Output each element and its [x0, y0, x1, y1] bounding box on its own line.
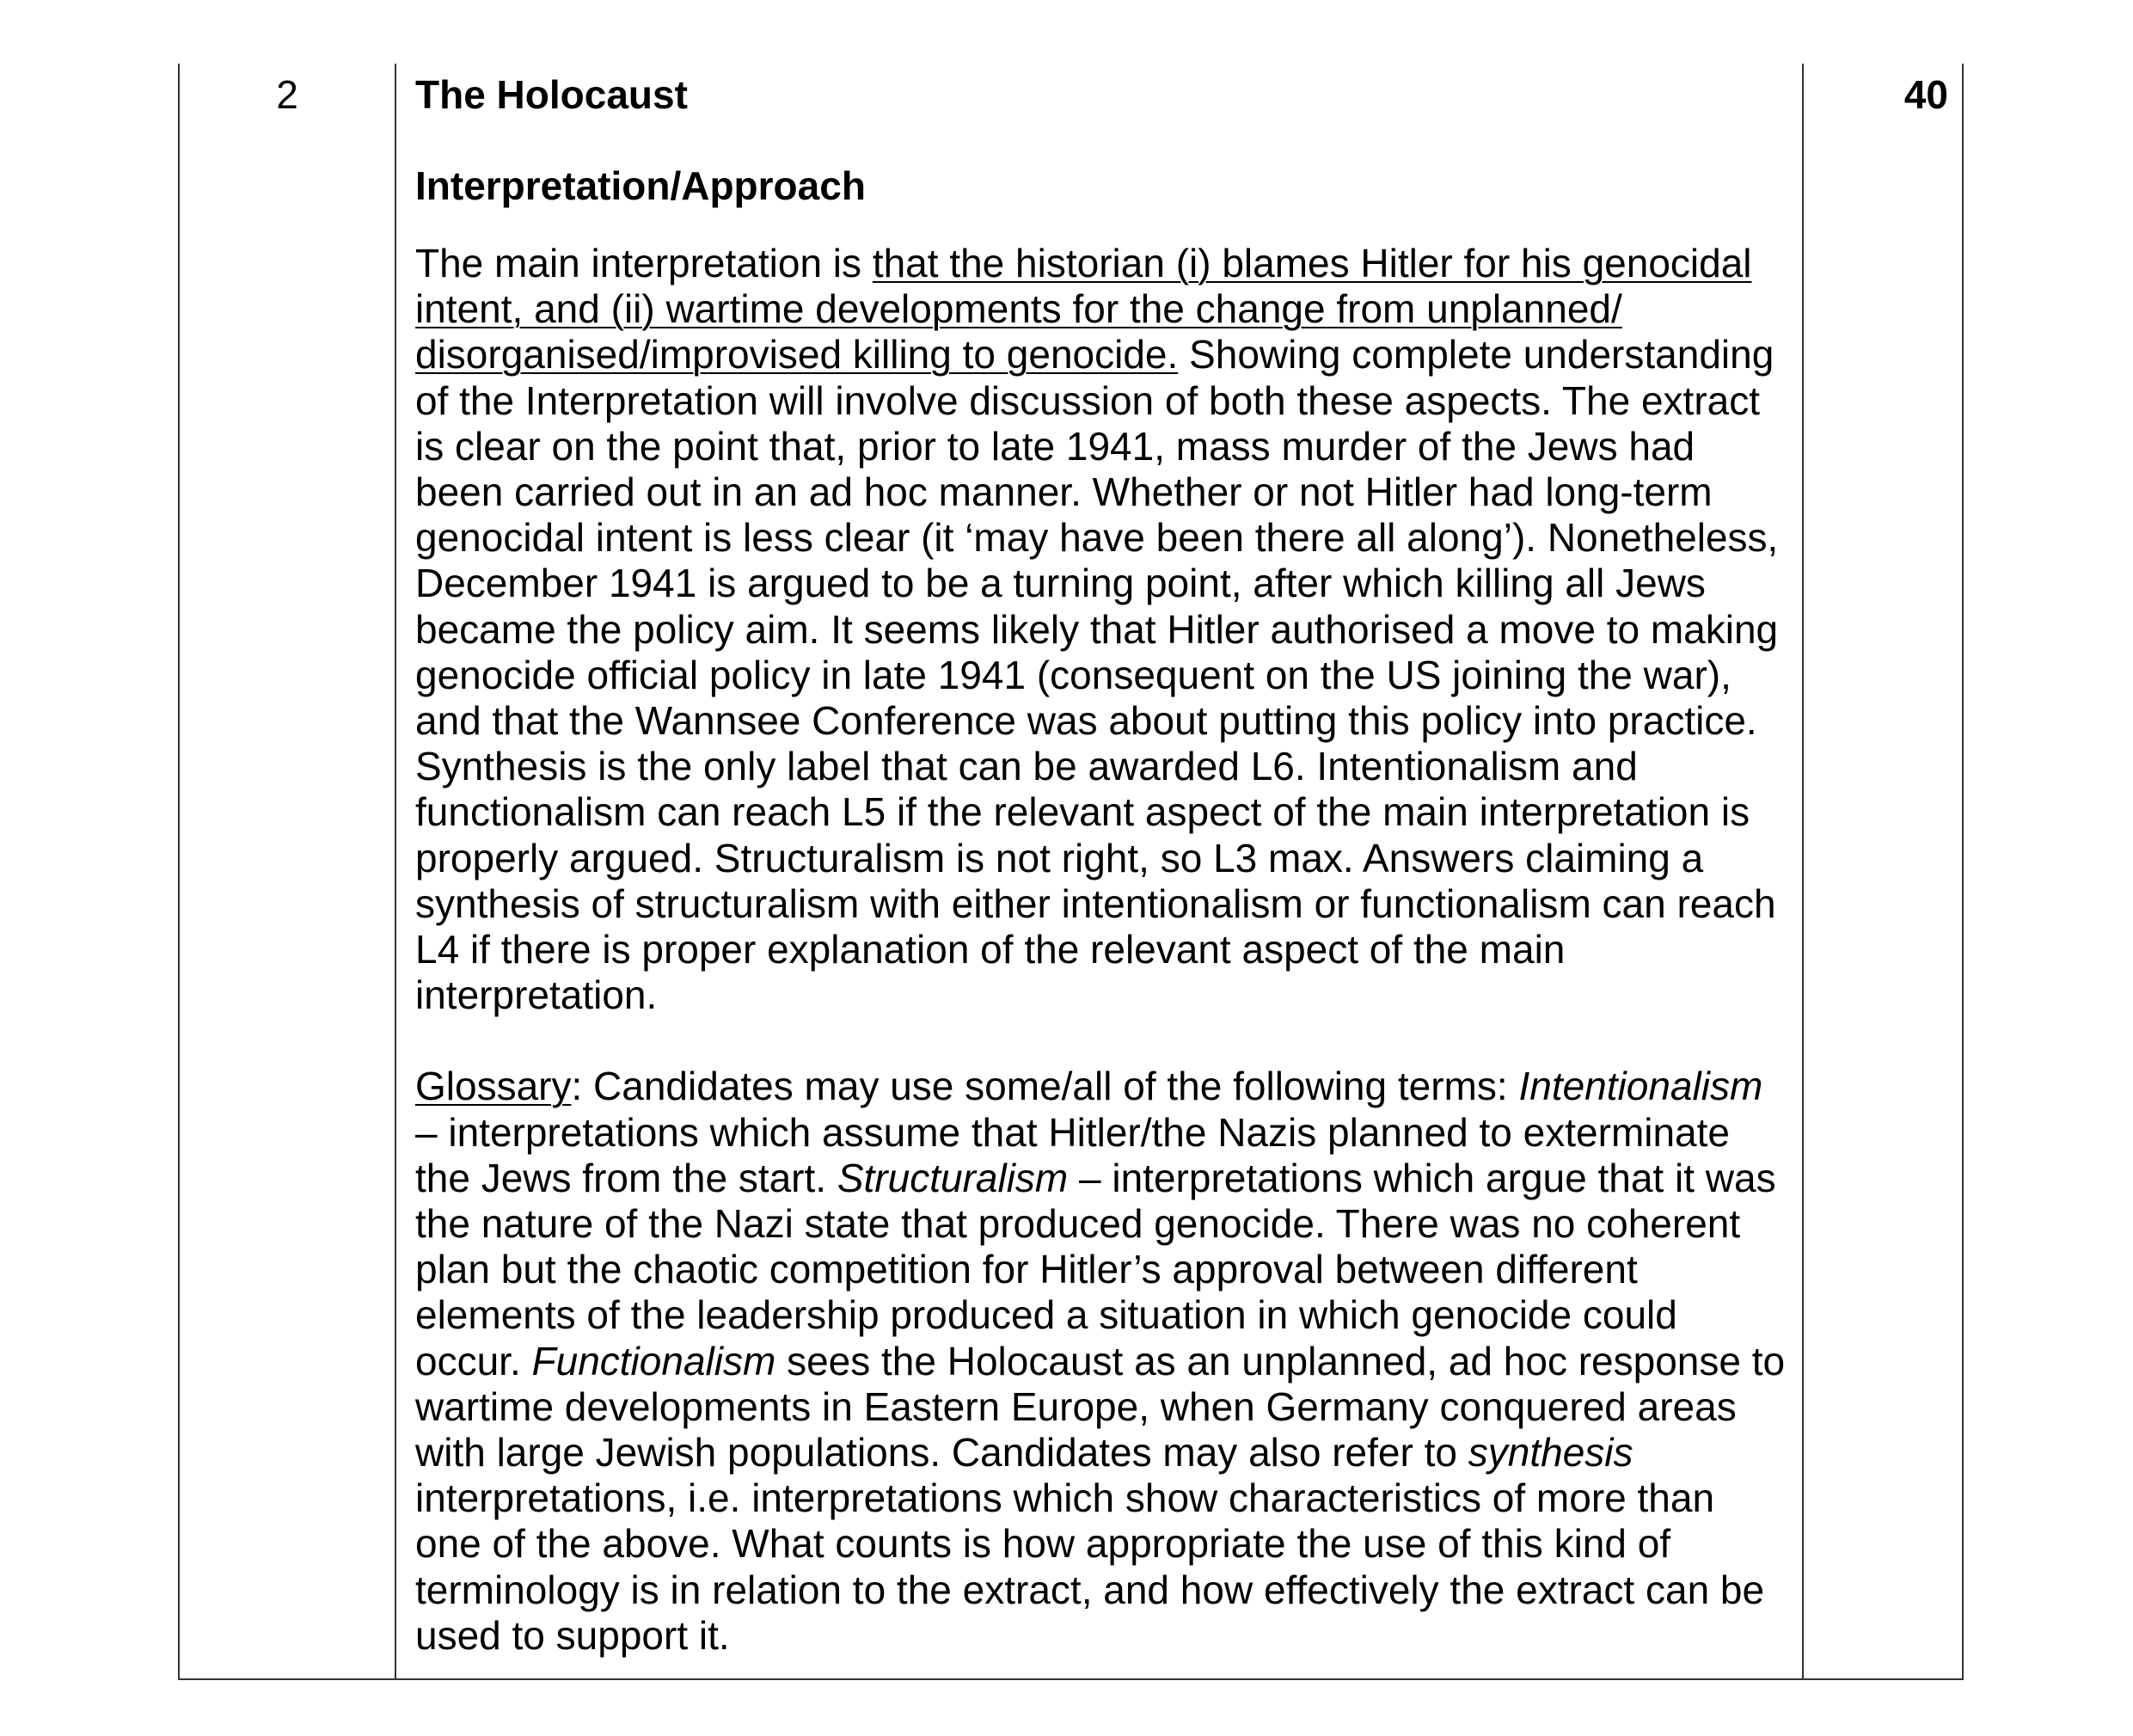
glossary-paragraph: [415, 1064, 1791, 1659]
interpretation-key-claim: that the historian (i) blames Hitler for his genocidal intent, and (ii) wartime developments for the change from unplanned/ disorganised/improvised killing to genocide.: [415, 241, 1752, 377]
def-intentionalism: – interpretations which assume that Hitler/the Nazis planned to exterminate the Jews from the start.: [415, 1109, 1731, 1200]
interpretation-body: Showing complete understanding of the Interpretation will involve discussion of both these aspects. The extract is clear on the point that, prior to late 1941, mass murder of the Jews had been carried out in an ad hoc manner. Whether or not Hitler had long-term genocidal intent is less clear (it ‘may have been there all along’). Nonetheless, December 1941 is argued to be a turning point, after which killing all Jews became the policy aim. It seems likely that Hitler authorised a move to making genocide official policy in late 1941 (consequent on the US joining the war), and that the Wannsee Conference was about putting this policy into practice. Synthesis is the only label that can be awarded L6. Intentionalism and functionalism can reach L5 if the relevant aspect of the main interpretation is properly argued. Structuralism is not right, so L3 max. Answers claiming a synthesis of structuralism with either intentionalism or functionalism can reach L4 if there is proper explanation of the relevant aspect of the main interpretation.: [415, 332, 1779, 1018]
column-divider-left: [395, 64, 396, 1678]
section-heading: Interpretation/Approach: [415, 163, 866, 208]
def-structuralism: – interpretations which argue that it was the nature of the Nazi state that produced genocide. There was no coherent plan but the chaotic competition for Hitler’s approval between different elements of the leadership produced a situation in which genocide could occur.: [415, 1155, 1776, 1383]
def-synthesis: interpretations, i.e. interpretations which show characteristics of more than one of the above. What counts is how appropriate the use of this kind of terminology is in relation to the extract, and how effectively the extract can be used to support it.: [415, 1475, 1765, 1658]
guidance-content: [415, 69, 1791, 1659]
term-intentionalism: Intentionalism: [1518, 1064, 1763, 1109]
column-divider-right: [1802, 64, 1804, 1678]
glossary-label: Glossary: [415, 1064, 572, 1109]
def-functionalism: sees the Holocaust as an unplanned, ad hoc response to wartime developments in Eastern Europe, when Germany conquered areas with large Jewish populations. Candidates may also refer to: [415, 1338, 1786, 1475]
glossary-intro: : Candidates may use some/all of the following terms:: [571, 1064, 1519, 1109]
question-marks: 40: [1903, 72, 1948, 117]
term-structuralism: Structuralism: [837, 1155, 1069, 1200]
interpretation-intro: The main interpretation is: [415, 241, 873, 285]
interpretation-paragraph: [415, 241, 1791, 1018]
mark-scheme-table: [178, 64, 1964, 1680]
term-functionalism: Functionalism: [531, 1338, 776, 1383]
question-title: The Holocaust: [415, 72, 688, 117]
term-synthesis: synthesis: [1468, 1430, 1633, 1475]
question-number: 2: [276, 72, 298, 117]
